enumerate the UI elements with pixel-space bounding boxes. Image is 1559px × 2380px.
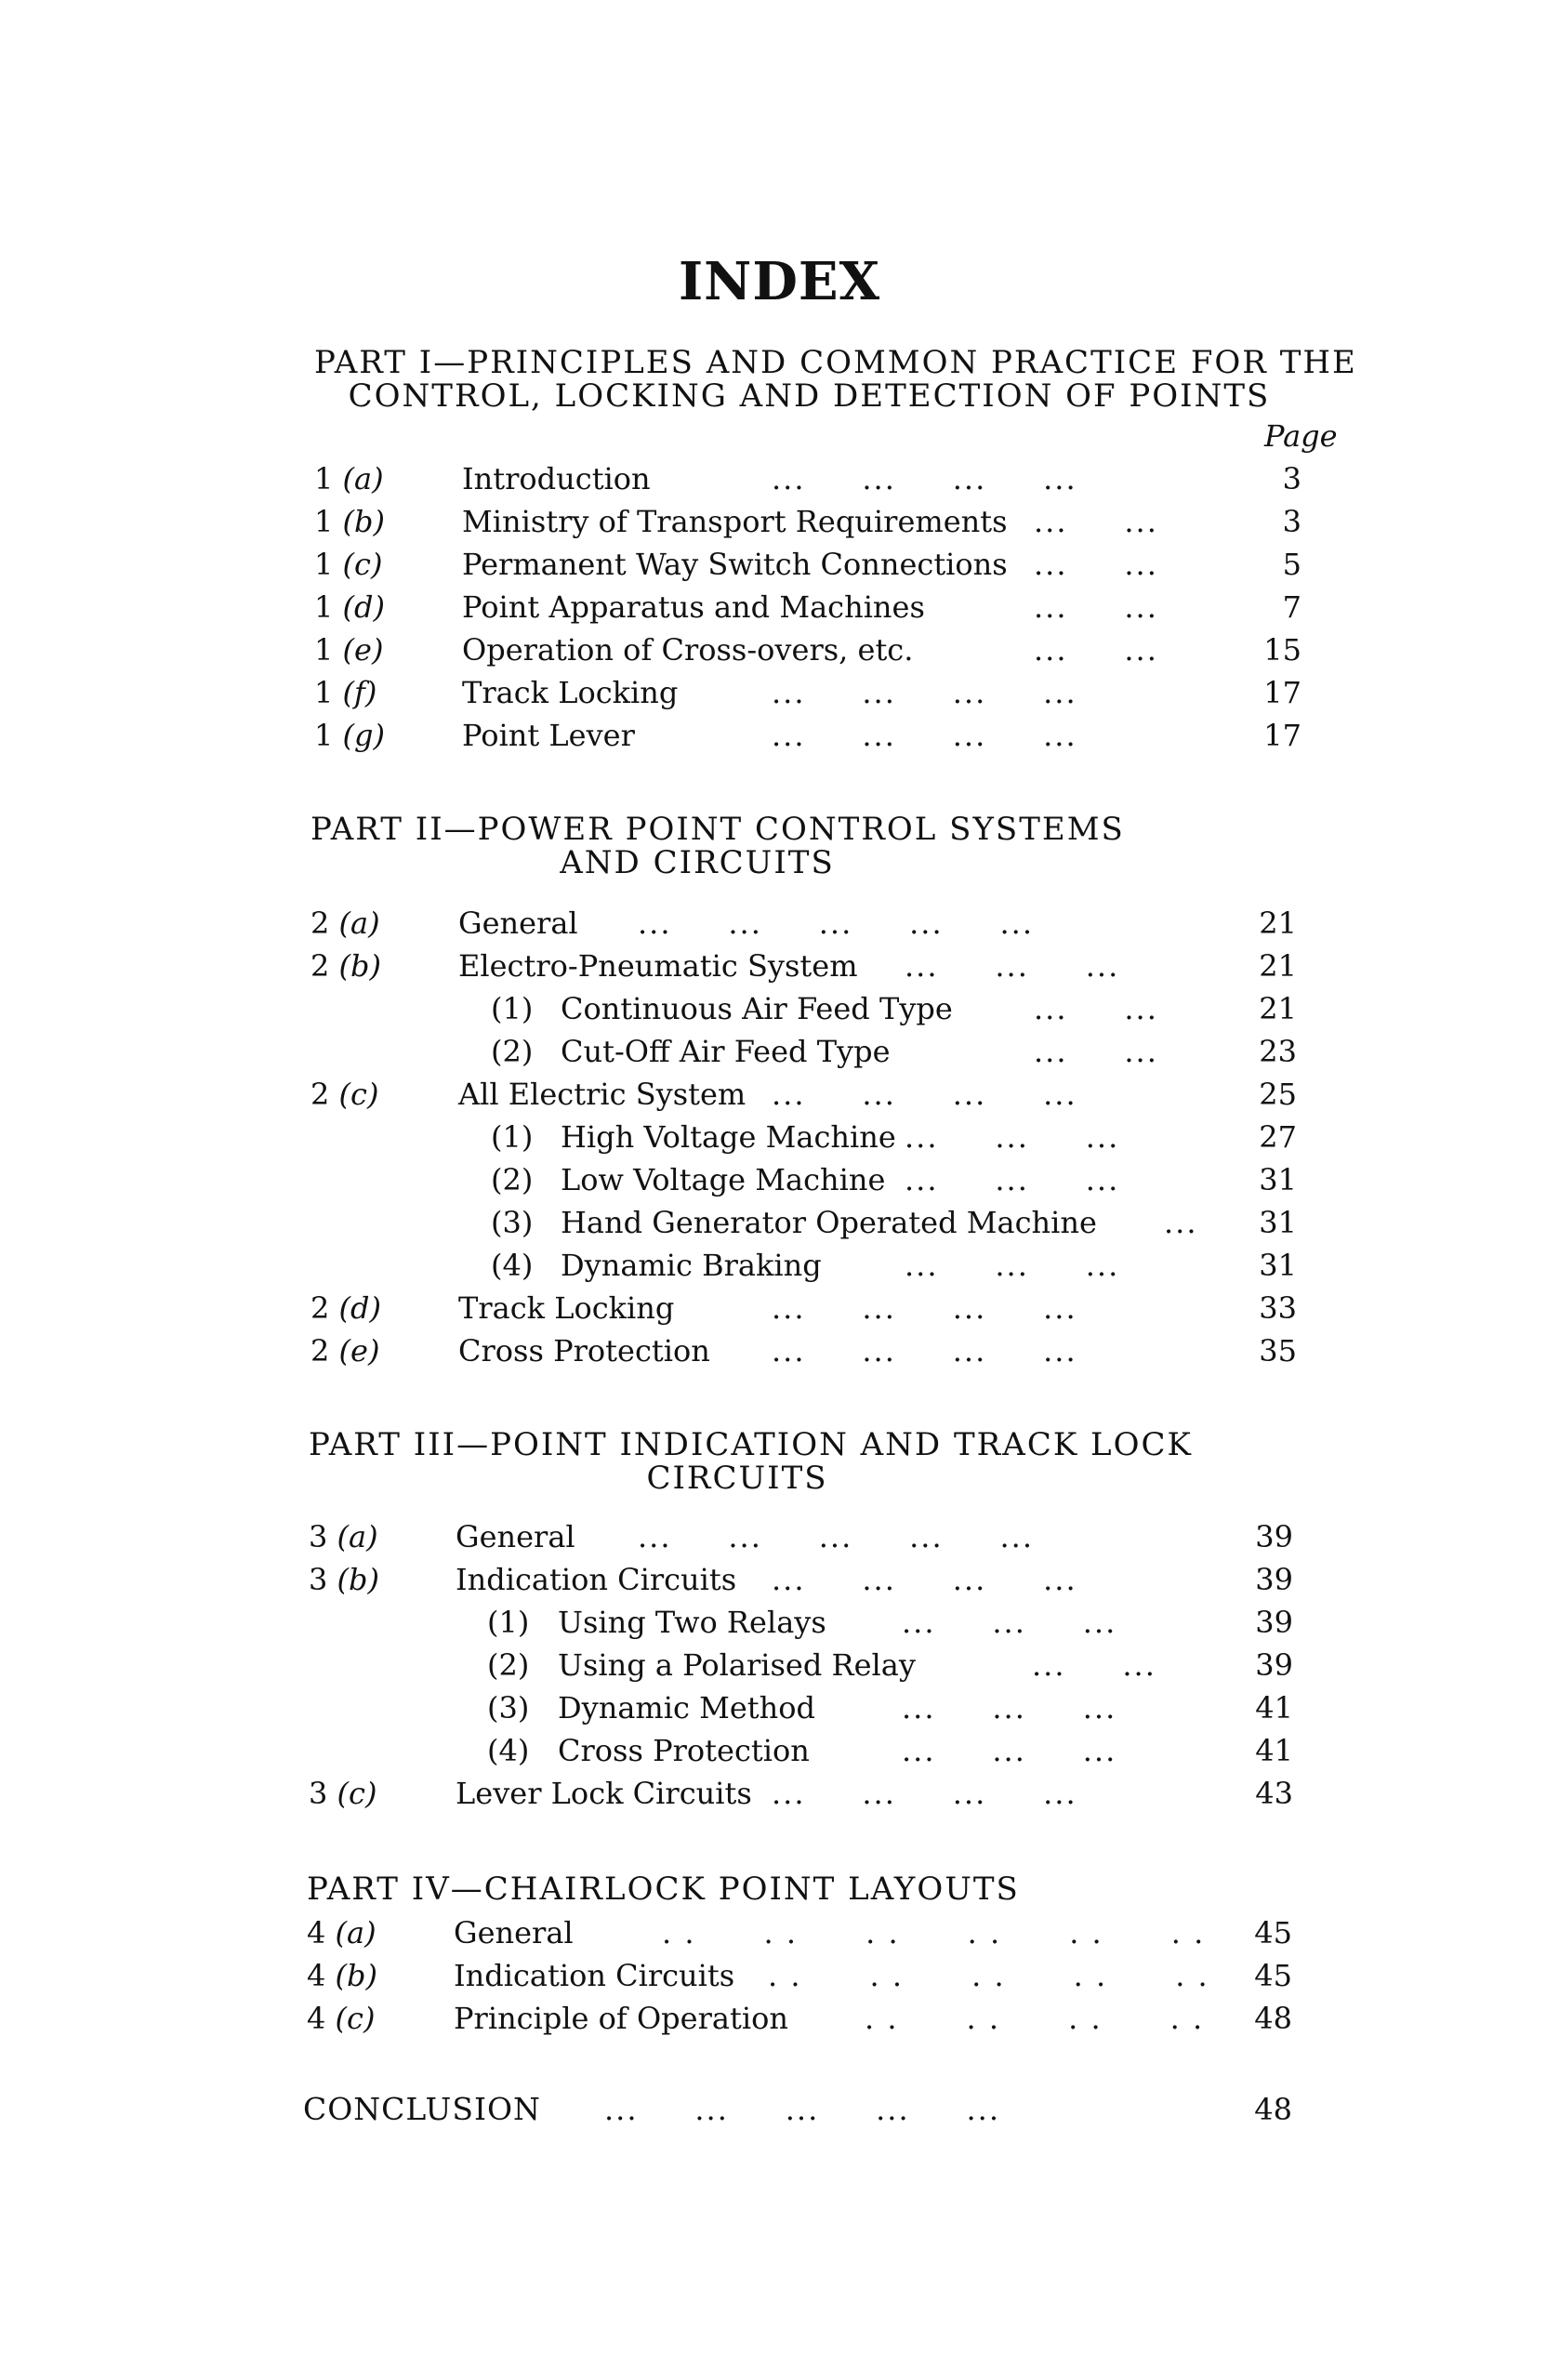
subentry-number: (3) [487, 1690, 530, 1726]
leader-dots: ... ... ... ... [772, 461, 1077, 496]
leader-dots: ... ... ... ... [772, 1776, 1077, 1811]
entry-page: 7 [1282, 589, 1301, 625]
entry-page: 33 [1259, 1290, 1297, 1326]
entry-page: 21 [1259, 991, 1297, 1026]
subentry-number: (4) [491, 1248, 534, 1283]
entry-title: Cut-Off Air Feed Type [561, 1034, 891, 1069]
leader-dots: ... ... ... ... [772, 675, 1077, 710]
leader-dots: ... ... ... [905, 1119, 1120, 1155]
leader-dots: ... ... ... ... [772, 1077, 1077, 1112]
entry-title: Indication Circuits [454, 1958, 735, 1993]
entry-page: 23 [1259, 1034, 1297, 1069]
subentry-number: (1) [491, 991, 534, 1026]
entry-title: Cross Protection [458, 1333, 710, 1368]
entry-title: All Electric System [458, 1077, 746, 1112]
entry-title: Introduction [462, 461, 651, 496]
entry-page: 17 [1263, 718, 1301, 753]
leader-dots: ... ... ... ... [772, 1290, 1077, 1326]
leader-dots: ... ... ... [902, 1605, 1117, 1640]
entry-title: Lever Lock Circuits [456, 1776, 752, 1811]
toc-entry[interactable]: 1 (d) Point Apparatus and Machines ... ... 7 [0, 586, 1559, 628]
toc-entry[interactable]: 1 (g) Point Lever ... ... ... ... 17 [0, 714, 1559, 757]
entry-page: 39 [1255, 1605, 1293, 1640]
leader-dots: ... ... ... ... ... [604, 2092, 1001, 2127]
part-1-heading [314, 344, 1357, 415]
entry-page: 48 [1254, 2001, 1292, 2036]
entry-title: Indication Circuits [456, 1562, 737, 1597]
leader-dots: ... ... [1034, 547, 1158, 582]
leader-dots: ... ... [1034, 504, 1158, 539]
toc-entry[interactable]: 4 (a) General . . . . . . . . . . . . 45 [0, 1911, 1559, 1954]
part-3-heading-line-2: CIRCUITS [646, 1460, 828, 1497]
toc-entry[interactable]: 2 (e) Cross Protection ... ... ... ... 35 [0, 1329, 1559, 1372]
toc-entry[interactable]: 1 (e) Operation of Cross-overs, etc. ... ... 15 [0, 628, 1559, 671]
leader-dots: . . . . . . . . [865, 2001, 1205, 2036]
entry-title: Low Voltage Machine [561, 1162, 886, 1197]
part-4-heading: PART IV—CHAIRLOCK POINT LAYOUTS [307, 1871, 1020, 1908]
entry-page: 31 [1259, 1205, 1297, 1240]
toc-subentry[interactable] [0, 1158, 1559, 1201]
leader-dots: ... ... ... [905, 1248, 1120, 1283]
entry-page: 35 [1259, 1333, 1297, 1368]
toc-entry[interactable]: 3 (c) Lever Lock Circuits ... ... ... ... 43 [0, 1772, 1559, 1815]
entry-page: 39 [1255, 1519, 1293, 1554]
entry-page: 21 [1259, 948, 1297, 984]
part-3-heading-line-1: PART III—POINT INDICATION AND TRACK LOCK [309, 1426, 1193, 1463]
entry-title: General [458, 906, 578, 941]
toc-subentry[interactable] [0, 987, 1559, 1030]
toc-subentry[interactable] [0, 1729, 1559, 1772]
entry-title: Ministry of Transport Requirements [462, 504, 1008, 539]
leader-dots: ... ... ... [905, 1162, 1120, 1197]
leader-dots: ... ... [1034, 991, 1158, 1026]
leader-dots: ... ... ... ... ... [638, 906, 1035, 941]
entry-page: 21 [1259, 906, 1297, 941]
leader-dots: . . . . . . . . . . [768, 1958, 1209, 1993]
leader-dots: ... ... ... [902, 1733, 1117, 1768]
leader-dots: ... ... ... ... [772, 718, 1077, 753]
entry-title: Track Locking [458, 1290, 675, 1326]
toc-entry[interactable]: 3 (b) Indication Circuits ... ... ... ... 39 [0, 1558, 1559, 1601]
subentry-number: (4) [487, 1733, 530, 1768]
toc-subentry[interactable] [0, 1116, 1559, 1158]
leader-dots: ... ... ... [905, 948, 1120, 984]
entry-page: 5 [1282, 547, 1301, 582]
toc-entry[interactable]: 1 (b) Ministry of Transport Requirements ... ... 3 [0, 500, 1559, 543]
toc-entry[interactable]: 1 (c) Permanent Way Switch Connections ... ... 5 [0, 543, 1559, 586]
entry-title: Using Two Relays [558, 1605, 826, 1640]
part-2-heading [310, 811, 1125, 881]
part-2-heading-line-1: PART II—POWER POINT CONTROL SYSTEMS [310, 811, 1125, 848]
part-3-heading [309, 1426, 1193, 1497]
toc-entry[interactable]: 3 (a) General ... ... ... ... ... 39 [0, 1515, 1559, 1558]
subentry-number: (1) [487, 1605, 530, 1640]
entry-page: 48 [1254, 2092, 1292, 2127]
toc-entry[interactable]: 2 (a) General ... ... ... ... ... 21 [0, 902, 1559, 945]
toc-conclusion[interactable] [0, 2088, 1559, 2131]
toc-entry[interactable]: 4 (b) Indication Circuits . . . . . . . . . . 45 [0, 1954, 1559, 1997]
entry-page: 45 [1254, 1915, 1292, 1950]
entry-title: Continuous Air Feed Type [561, 991, 953, 1026]
subentry-number: (2) [491, 1034, 534, 1069]
entry-title: General [454, 1915, 574, 1950]
entry-page: 25 [1259, 1077, 1297, 1112]
subentry-number: (1) [491, 1119, 534, 1155]
leader-dots: ... ... [1034, 1034, 1158, 1069]
entry-page: 39 [1255, 1562, 1293, 1597]
entry-page: 3 [1282, 504, 1301, 539]
entry-page: 27 [1259, 1119, 1297, 1155]
leader-dots: ... ... ... ... [772, 1562, 1077, 1597]
entry-title: Cross Protection [558, 1733, 810, 1768]
toc-subentry[interactable] [0, 1686, 1559, 1729]
toc-subentry[interactable] [0, 1244, 1559, 1287]
entry-page: 43 [1255, 1776, 1293, 1811]
entry-page: 3 [1282, 461, 1301, 496]
entry-title: Using a Polarised Relay [558, 1647, 916, 1683]
entry-title: High Voltage Machine [561, 1119, 896, 1155]
leader-dots: ... ... [1034, 632, 1158, 668]
leader-dots: ... ... ... ... [772, 1333, 1077, 1368]
toc-entry[interactable]: 2 (d) Track Locking ... ... ... ... 33 [0, 1287, 1559, 1329]
entry-title: Hand Generator Operated Machine [561, 1205, 1097, 1240]
toc-entry[interactable]: 1 (f) Track Locking ... ... ... ... 17 [0, 671, 1559, 714]
subentry-number: (2) [487, 1647, 530, 1683]
entry-title: Operation of Cross-overs, etc. [462, 632, 914, 668]
toc-entry[interactable]: 2 (b) Electro-Pneumatic System ... ... ... 21 [0, 945, 1559, 987]
subentry-number: (2) [491, 1162, 534, 1197]
entry-page: 45 [1254, 1958, 1292, 1993]
entry-title: Track Locking [462, 675, 679, 710]
leader-dots: ... [1164, 1205, 1198, 1240]
part-2-heading-line-2: AND CIRCUITS [560, 844, 835, 881]
entry-title: Permanent Way Switch Connections [462, 547, 1008, 582]
entry-page: 41 [1255, 1733, 1293, 1768]
entry-page: 31 [1259, 1162, 1297, 1197]
page-title: INDEX [678, 251, 881, 312]
entry-title: Point Apparatus and Machines [462, 589, 925, 625]
leader-dots: ... ... [1034, 589, 1158, 625]
subentry-number: (3) [491, 1205, 534, 1240]
toc-subentry[interactable] [0, 1201, 1559, 1244]
leader-dots: ... ... [1032, 1647, 1156, 1683]
entry-page: 39 [1255, 1647, 1293, 1683]
entry-page: 31 [1259, 1248, 1297, 1283]
entry-title: General [456, 1519, 575, 1554]
conclusion-title: CONCLUSION [303, 2091, 541, 2127]
entry-title: Point Lever [462, 718, 635, 753]
entry-page: 41 [1255, 1690, 1293, 1726]
leader-dots: . . . . . . . . . . . . [662, 1915, 1206, 1950]
toc-entry[interactable]: 4 (c) Principle of Operation . . . . . . . . 48 [0, 1997, 1559, 2040]
toc-entry[interactable]: 1 (a) Introduction ... ... ... ... 3 [0, 457, 1559, 500]
entry-title: Principle of Operation [454, 2001, 788, 2036]
toc-subentry[interactable] [0, 1644, 1559, 1686]
entry-title: Electro-Pneumatic System [458, 948, 858, 984]
entry-page: 17 [1263, 675, 1301, 710]
entry-title: Dynamic Braking [561, 1248, 822, 1283]
toc-subentry[interactable] [0, 1601, 1559, 1644]
toc-entry[interactable]: 2 (c) All Electric System ... ... ... ... 25 [0, 1073, 1559, 1116]
toc-subentry[interactable] [0, 1030, 1559, 1073]
page-column-label: Page [1264, 418, 1338, 454]
leader-dots: ... ... ... ... ... [638, 1519, 1035, 1554]
entry-title: Dynamic Method [558, 1690, 816, 1726]
leader-dots: ... ... ... [902, 1690, 1117, 1726]
part-1-heading-line-2: CONTROL, LOCKING AND DETECTION OF POINTS [348, 377, 1271, 415]
part-1-heading-line-1: PART I—PRINCIPLES AND COMMON PRACTICE FOR THE [314, 344, 1357, 381]
entry-page: 15 [1263, 632, 1301, 668]
